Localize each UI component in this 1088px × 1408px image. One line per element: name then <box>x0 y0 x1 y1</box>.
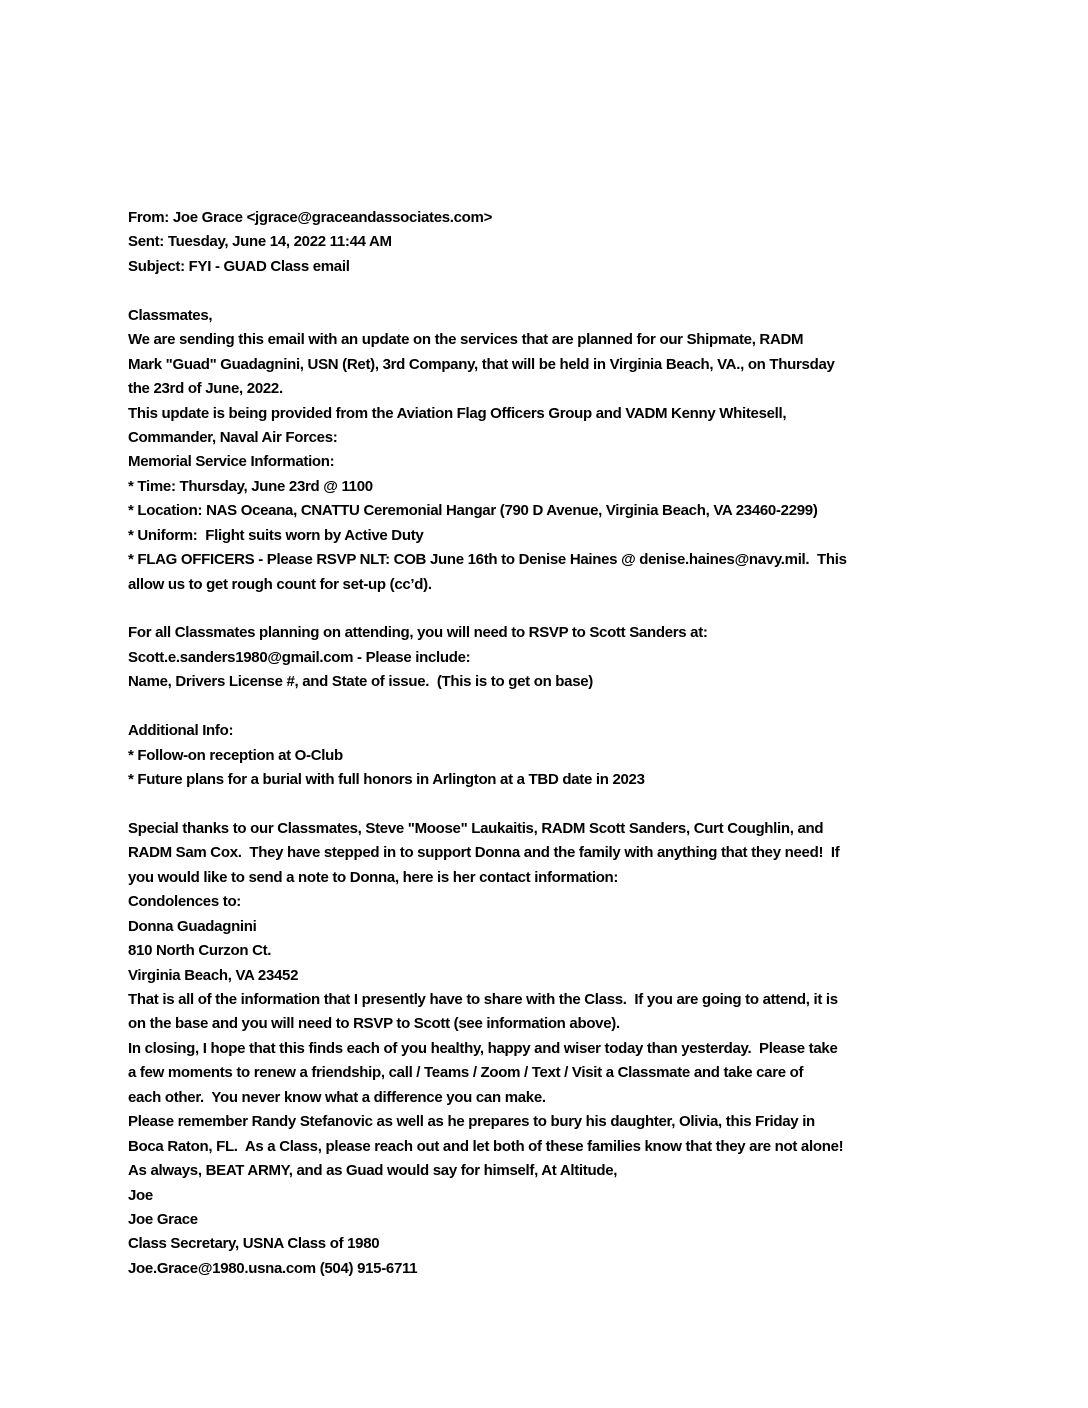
email-text-line: Memorial Service Information: <box>128 453 335 471</box>
blank-line <box>128 279 988 303</box>
email-text-line: the 23rd of June, 2022. <box>128 380 283 398</box>
email-text-line: Sent: Tuesday, June 14, 2022 11:44 AM <box>128 233 392 251</box>
email-text-line: 810 North Curzon Ct. <box>128 942 272 960</box>
email-text-line: This update is being provided from the Aviation Flag Officers Group and VADM Kenny Whitesell, <box>128 404 787 422</box>
email-text-line: We are sending this email with an update on the services that are planned for our Shipmate, RADM <box>128 331 804 349</box>
email-text-line: Subject: FYI - GUAD Class email <box>128 257 350 275</box>
email-text-line: Virginia Beach, VA 23452 <box>128 966 299 984</box>
email-text-line: Donna Guadagnini <box>128 917 257 935</box>
email-text-line: Additional Info: <box>128 722 234 740</box>
email-text-line: Condolences to: <box>128 893 242 911</box>
email-text-line: For all Classmates planning on attending, you will need to RSVP to Scott Sanders at: <box>128 624 708 642</box>
email-text-line: Commander, Naval Air Forces: <box>128 428 338 446</box>
email-text-line: Joe.Grace@1980.usna.com (504) 915-6711 <box>128 1259 418 1277</box>
email-text-line: * Future plans for a burial with full honors in Arlington at a TBD date in 2023 <box>128 771 645 789</box>
email-text-line: * Location: NAS Oceana, CNATTU Ceremonial Hangar (790 D Avenue, Virginia Beach, VA 23460-2299) <box>128 502 818 520</box>
email-text-line: That is all of the information that I presently have to share with the Class. If you are going to attend, it is <box>128 991 838 1008</box>
blank-line <box>128 597 988 621</box>
email-text-line: As always, BEAT ARMY, and as Guad would say for himself, At Altitude, <box>128 1162 618 1180</box>
blank-line <box>128 793 988 817</box>
email-text-line: In closing, I hope that this finds each of you healthy, happy and wiser today than yesterday. Please take <box>128 1039 838 1057</box>
email-text-line: Please remember Randy Stefanovic as well as he prepares to bury his daughter, Olivia, this Friday in <box>128 1113 815 1131</box>
email-text-line: you would like to send a note to Donna, here is her contact information: <box>128 868 619 886</box>
email-text-line: allow us to get rough count for set-up (cc’d). <box>128 575 432 593</box>
email-text-line: Mark "Guad" Guadagnini, USN (Ret), 3rd Company, that will be held in Virginia Beach, VA., on Thursday <box>128 355 835 373</box>
email-text-line: From: Joe Grace <jgrace@graceandassociates.com> <box>128 209 493 226</box>
email-text-line: Joe Grace <box>128 1210 198 1228</box>
email-text-line: Joe <box>128 1186 153 1204</box>
email-text-line: * FLAG OFFICERS - Please RSVP NLT: COB June 16th to Denise Haines @ denise.haines@navy.mil. This <box>128 551 847 569</box>
email-text-line: RADM Sam Cox. They have stepped in to support Donna and the family with anything that they need! If <box>128 844 840 862</box>
email-text-line: each other. You never know what a difference you can make. <box>128 1088 546 1106</box>
blank-line <box>128 695 988 719</box>
email-text-line: Name, Drivers License #, and State of issue. (This is to get on base) <box>128 673 593 691</box>
email-text-line: * Follow-on reception at O-Club <box>128 746 343 764</box>
email-text-line: a few moments to renew a friendship, call / Teams / Zoom / Text / Visit a Classmate and take care of <box>128 1064 804 1082</box>
email-text-line: * Time: Thursday, June 23rd @ 1100 <box>128 477 373 495</box>
email-body <box>128 206 988 1281</box>
email-text-line: Special thanks to our Classmates, Steve "Moose" Laukaitis, RADM Scott Sanders, Curt Coughlin, and <box>128 819 824 837</box>
email-text-line: Boca Raton, FL. As a Class, please reach out and let both of these families know that they are not alone! <box>128 1137 844 1155</box>
email-text-line: on the base and you will need to RSVP to Scott (see information above). <box>128 1015 620 1033</box>
email-text-line: * Uniform: Flight suits worn by Active Duty <box>128 526 424 544</box>
email-text-line: Class Secretary, USNA Class of 1980 <box>128 1235 380 1253</box>
email-text-line: Scott.e.sanders1980@gmail.com - Please include: <box>128 648 471 666</box>
email-text-line: Classmates, <box>128 306 213 324</box>
